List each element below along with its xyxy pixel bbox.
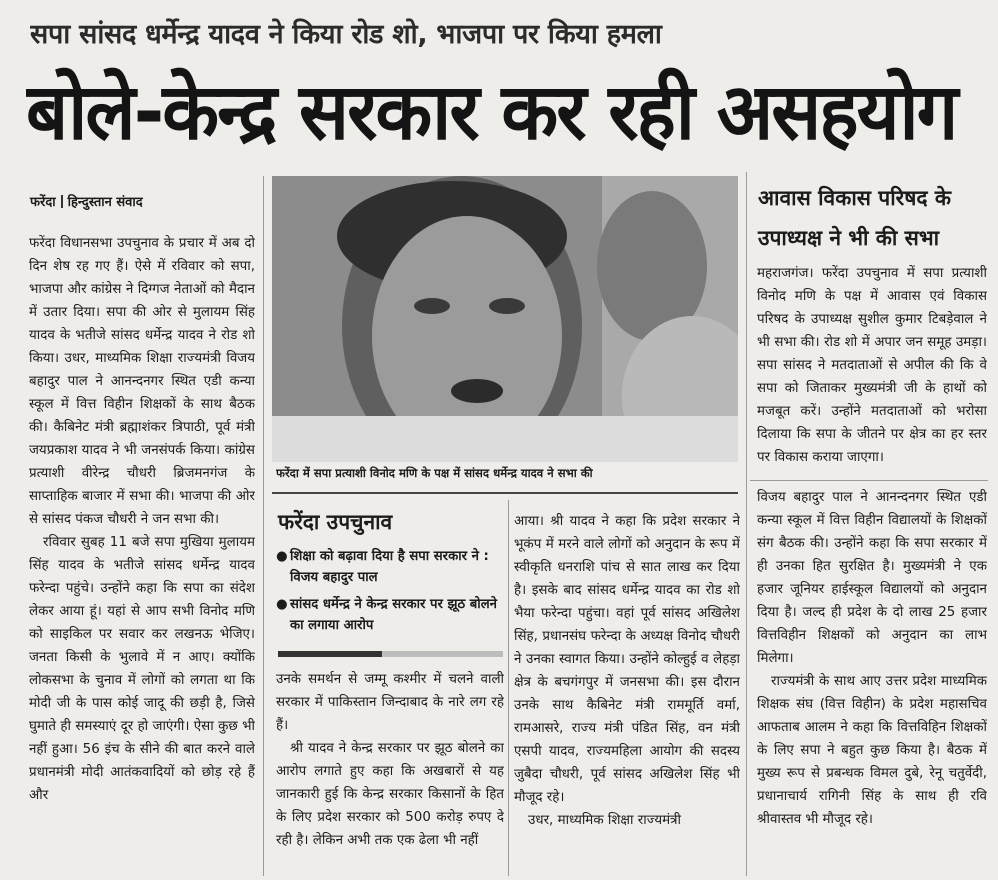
dateline <box>30 192 260 212</box>
highlight-text: शिक्षा को बढ़ावा दिया है सपा सरकार ने : विजय बहादुर पाल <box>290 549 489 585</box>
highlights-list <box>276 546 504 646</box>
highlight-rule <box>278 651 503 657</box>
side-story-box <box>750 172 988 266</box>
news-photo <box>272 176 738 462</box>
side-story-headline: आवास विकास परिषद के उपाध्यक्ष ने भी की सभा <box>758 186 951 250</box>
col2-paragraph-1: उनके समर्थन से जम्मू कश्मीर में चलने वाली सरकार में पाकिस्तान जिन्दाबाद के नारे लग रहे हैं। <box>276 672 504 733</box>
col1-paragraph-1: फरेंदा विधानसभा उपचुनाव के प्रचार में अब दो दिन शेष रह गए हैं। ऐसे में रविवार को सपा, भाजपा और कांग्रेस ने दिग्गज नेताओं को मैदान में उतार दिया। सपा की ओर से मुलायम सिंह यादव के भतीजे सांसद धर्मेन्द्र यादव ने रोड शो किया। उधर, माध्यमिक शिक्षा राज्यमंत्री विजय बहादुर पाल ने आनन्दनगर स्थित एडी कन्या स्कूल में वित्त विहीन शिक्षकों के साथ बैठक की। कैबिनेट मंत्री ब्रह्माशंकर त्रिपाठी, पूर्व मंत्री जयप्रकाश यादव ने भी जनसंपर्क किया। कांग्रेस प्रत्याशी वीरेन्द्र चौधरी ब्रिजमनगंज के साप्ताहिक बाजार में सभा की। भाजपा की ओर से सांसद पंकज चौधरी ने जन सभा की। <box>29 236 255 527</box>
photo-caption: फरेंदा में सपा प्रत्याशी विनोद मणि के पक्ष में सांसद धर्मेन्द्र यादव ने सभा की <box>276 466 593 480</box>
col1-paragraph-2: रविवार सुबह 11 बजे सपा मुखिया मुलायम सिंह यादव के भतीजे सांसद धर्मेन्द्र यादव फरेन्दा पहुंचे। उन्होंने कहा कि सपा का संदेश लेकर आया हूं। यहां से आप सभी विनोद मणि को साइकिल पर सवार कर लखनऊ भेजिए। जनता किसी के भुलावे में न आए। क्योंकि लोकसभा के चुनाव में लोगों को लगता था कि मोदी जी के पास कोई जादू की छड़ी है, जिसे घुमाते ही समस्याएं दूर हो जाएंगी। ऐसा कुछ भी नहीं हुआ। 56 इंच के सीने की बात करने वाले प्रधानमंत्री मोदी आतंकवादियों को छोड़ रहे हैं और <box>29 535 255 803</box>
side-story-text <box>757 262 987 478</box>
column-4 <box>757 486 987 878</box>
col3-paragraph-2: उधर, माध्यमिक शिक्षा राज्यमंत्री <box>528 813 681 828</box>
col3-paragraph-1: आया। श्री यादव ने कहा कि प्रदेश सरकार ने भूकंप में मरने वाले लोगों को अनुदान के रूप में स्वीकृति धनराशि पांच से सात लाख कर दिया है। इसके बाद सांसद धर्मेन्द्र यादव का रोड शो भैया फरेन्दा पहुंचा। वहां पूर्व सांसद अखिलेश सिंह, प्रधानसंघ फरेन्दा के अध्यक्ष विनोद चौधरी ने उनका स्वागत किया। उन्होंने कोल्हुई व लेहड़ा क्षेत्र के बचगंगपुर में जनसभा की। इस दौरान उनके साथ कैबिनेट मंत्री राममूर्ति वर्मा, रामआसरे, राज्य मंत्री पंडित सिंह, वन मंत्री एसपी यादव, राज्यमहिला आयोग की सदस्य जुबैदा चौधरी, पूर्व सांसद अखिलेश सिंह भी मौजूद रहे। <box>514 514 740 805</box>
column-divider <box>746 172 747 876</box>
column-2 <box>276 668 504 878</box>
highlight-text: सांसद धर्मेन्द्र ने केन्द्र सरकार पर झूठ बोलने का लगाया आरोप <box>290 597 497 633</box>
dateline-separator <box>61 195 63 208</box>
section-rule <box>272 492 738 494</box>
col2-paragraph-2: श्री यादव ने केन्द्र सरकार पर झूठ बोलने का आरोप लगाते हुए कहा कि अखबारों से यह जानकारी हुई कि केन्द्र सरकार किसानों के हित के लिए प्रदेश सरकार को 500 करोड़ रुपए दे रही है। लेकिन अभी तक एक ढेला भी नहीं <box>276 741 504 848</box>
column-divider <box>508 500 509 876</box>
col4a-paragraph: महराजगंज। फरेंदा उपचुनाव में सपा प्रत्याशी विनोद मणि के पक्ष में आवास एवं विकास परिषद के उपाध्यक्ष सुशील कुमार टिबड़ेवाल ने भी सभा की। रोड शो में अपार जन समूह उमड़ा। सपा सांसद ने मतदाताओं से अपील की कि वे सपा को जिताकर मुख्यमंत्री जी के हाथों को मजबूत करें। उन्होंने मतदाताओं को भरोसा दिलाया कि सपा के जीतने पर क्षेत्र का हर स्तर पर विकास कराया जाएगा। <box>757 266 987 465</box>
main-headline: बोले-केन्द्र सरकार कर रही असहयोग <box>26 66 957 158</box>
column-1 <box>29 232 255 877</box>
bullet-icon: ● <box>276 597 288 612</box>
highlight-item <box>276 546 504 588</box>
section-subtitle: फरेंदा उपचुनाव <box>278 510 393 534</box>
column-3 <box>514 510 740 878</box>
photo-illustration <box>272 176 738 462</box>
dateline-source: हिन्दुस्तान संवाद <box>67 195 143 210</box>
col4b-paragraph-1: विजय बहादुर पाल ने आनन्दनगर स्थित एडी कन्या स्कूल में वित्त विहीन विद्यालयों के शिक्षकों संग बैठक की। उन्होंने कहा कि सपा सरकार में ही उनका हित सुरक्षित है। मुख्यमंत्री ने एक हजार जूनियर हाईस्कूल विद्यालयों को अनुदान दिया है। जल्द ही प्रदेश के दो लाख 25 हजार वित्तविहीन शिक्षकों को अनुदान का लाभ मिलेगा। <box>757 490 987 666</box>
bullet-icon: ● <box>276 549 288 564</box>
side-story-rule <box>750 480 988 481</box>
highlight-item <box>276 594 504 636</box>
dateline-place: फरेंदा <box>30 195 56 210</box>
kicker-headline: सपा सांसद धर्मेन्द्र यादव ने किया रोड शो, भाजपा पर किया हमला <box>30 19 662 50</box>
col4b-paragraph-2: राज्यमंत्री के साथ आए उत्तर प्रदेश माध्यमिक शिक्षक संघ (वित्त विहीन) के प्रदेश महासचिव आफताब आलम ने कहा कि वित्तविहिन शिक्षकों के लिए सपा ने बहुत कुछ किया है। बैठक में मुख्य रूप से प्रबन्धक विमल दुबे, रेनू चतुर्वेदी, प्रधानाचार्य रागिनी सिंह के साथ ही रवि श्रीवास्तव भी मौजूद रहे। <box>757 674 987 827</box>
column-divider <box>263 176 264 876</box>
